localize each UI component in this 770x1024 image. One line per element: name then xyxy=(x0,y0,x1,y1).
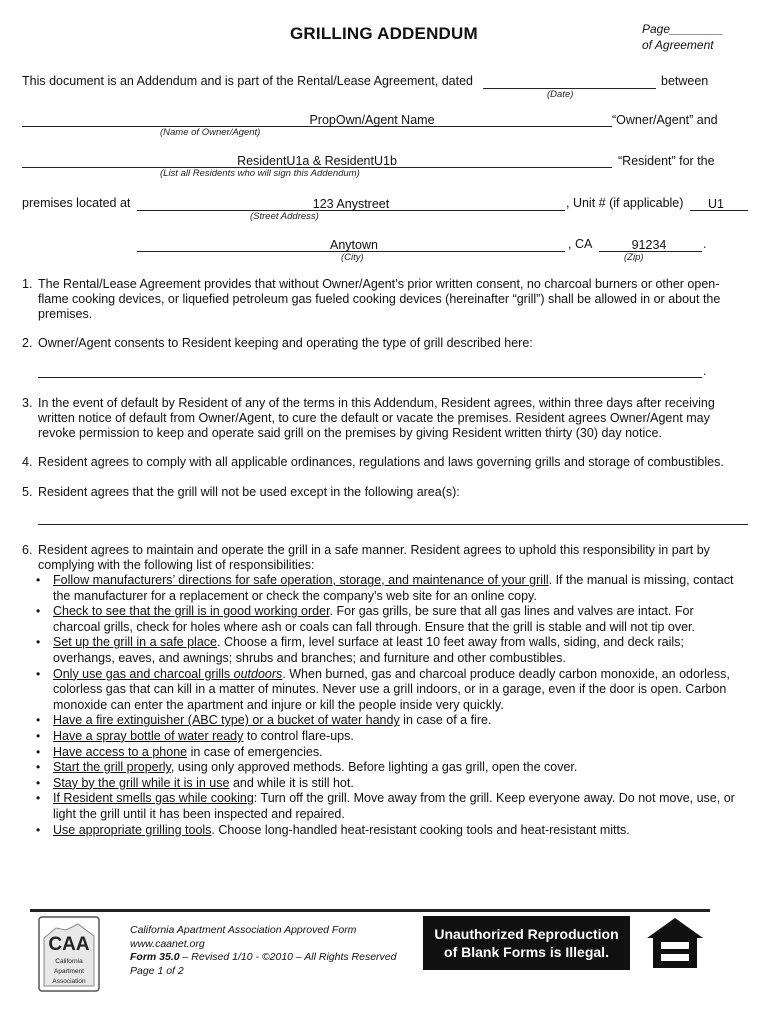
list-item xyxy=(36,760,748,776)
bullet-icon: • xyxy=(36,728,41,743)
bullet-heading: Follow manufacturers’ directions for safe operation, storage, and maintenance of your grill xyxy=(53,573,549,587)
clause-4 xyxy=(22,455,742,470)
warning-line: of Blank Forms is Illegal. xyxy=(444,944,609,960)
bullet-text: . Choose a firm, level surface at least 10 feet away from walls, siding, and deck rails; xyxy=(217,635,684,650)
list-item xyxy=(36,791,748,822)
bullet-text: , using only approved methods. Before lighting a gas grill, open the cover. xyxy=(170,760,578,775)
date-label: (Date) xyxy=(547,89,574,100)
resident-value: ResidentU1a & ResidentU1b xyxy=(237,154,397,168)
clause-line: revoke permission to keep and operate said grill on the premises by giving Resident written thirty (30) day notice. xyxy=(38,426,662,440)
zip-label: (Zip) xyxy=(624,252,644,263)
owner-label: (Name of Owner/Agent) xyxy=(160,127,261,138)
resident-label: (List all Residents who will sign this Addendum) xyxy=(160,168,360,179)
resident-suffix: “Resident” for the xyxy=(618,154,715,168)
unit-text: , Unit # (if applicable) xyxy=(566,196,684,210)
bullet-text: in case of emergencies. xyxy=(187,744,323,759)
equal-housing-icon xyxy=(645,916,705,970)
bullet-icon: • xyxy=(36,604,41,619)
premises-prefix: premises located at xyxy=(22,196,131,210)
clause-3 xyxy=(22,396,742,441)
warning-line: Unauthorized Reproduction xyxy=(434,926,619,942)
responsibility-list xyxy=(36,573,748,838)
bullet-text: . If the manual is missing, contact xyxy=(548,573,734,587)
bullet-heading-emphasis: outdoors xyxy=(233,666,283,681)
page-number-field: Page________ xyxy=(642,22,724,36)
clause-line: Resident agrees to maintain and operate the grill in a safe manner. Resident agrees to uphold this responsibility in part by xyxy=(38,543,710,557)
bullet-heading: Stay by the grill while it is in use xyxy=(53,775,230,790)
grill-type-period: . xyxy=(703,364,707,378)
bullet-icon: • xyxy=(36,791,41,806)
clause-number: 6. xyxy=(22,543,33,557)
list-item xyxy=(36,604,748,635)
list-item xyxy=(36,635,748,666)
bullet-heading: Have access to a phone xyxy=(53,744,188,759)
footer-page: Page 1 of 2 xyxy=(130,964,184,977)
grill-type-field[interactable] xyxy=(38,377,702,378)
clause-line: Resident agrees to comply with all applicable ordinances, regulations and laws governing grills and storage of combustibles. xyxy=(38,455,724,469)
clause-number: 2. xyxy=(22,336,33,350)
bullet-heading: Set up the grill in a safe place xyxy=(53,635,217,650)
unit-value: U1 xyxy=(708,197,724,211)
clause-2 xyxy=(22,336,742,351)
footer-form-info xyxy=(130,951,397,965)
logo-line: California xyxy=(55,958,83,965)
list-item xyxy=(36,713,748,729)
bullet-icon: • xyxy=(36,666,41,681)
bullet-icon: • xyxy=(36,822,41,837)
street-value: 123 Anystreet xyxy=(312,197,390,211)
bullet-text: overhangs, eaves, and awnings; shrubs and branches; and furniture and other combustibles. xyxy=(53,650,566,665)
owner-value: PropOwn/Agent Name xyxy=(309,113,435,127)
bullet-text: to control flare-ups. xyxy=(243,728,354,743)
bullet-text: : Turn off the grill. Move away from the grill. Keep everyone away. Do not move, use, or xyxy=(253,791,735,806)
form-number: Form 35.0 xyxy=(130,951,180,963)
bullet-icon: • xyxy=(36,713,41,728)
clause-line: flame cooking devices, or liquefied petroleum gas fueled cooking devices (hereinafter “grill”) shall be allowed in or about the xyxy=(38,292,721,306)
bullet-text: in case of a fire. xyxy=(399,713,492,728)
list-item xyxy=(36,729,748,745)
grill-area-field[interactable] xyxy=(38,524,748,525)
caa-logo-icon xyxy=(38,916,100,992)
state-text: , CA xyxy=(568,237,593,251)
bullet-heading: Have a spray bottle of water ready xyxy=(53,728,244,743)
footer-divider xyxy=(30,909,710,912)
clause-number: 1. xyxy=(22,277,33,291)
list-item xyxy=(36,776,748,792)
bullet-heading: Only use gas and charcoal grills xyxy=(53,666,234,681)
zip-value: 91234 xyxy=(631,238,667,252)
form-revision: – Revised 1/10 - ©2010 – All Rights Reserved xyxy=(179,951,397,963)
bullet-text: the manufacturer for a replacement or check the company’s web site for an online copy. xyxy=(53,588,537,603)
intro-text: This document is an Addendum and is part of the Rental/Lease Agreement, dated xyxy=(22,74,473,88)
logo-line: Association xyxy=(52,978,86,985)
bullet-heading: Use appropriate grilling tools xyxy=(53,822,212,837)
logo-letters: CAA xyxy=(48,934,90,955)
footer-approval: California Apartment Association Approved Form xyxy=(130,924,357,936)
bullet-text: and while it is still hot. xyxy=(229,775,354,790)
city-label: (City) xyxy=(341,252,364,263)
bullet-heading: Start the grill properly xyxy=(53,760,171,775)
clause-number: 5. xyxy=(22,485,33,499)
bullet-text: monoxide can enter the apartment and injure or kill the people inside very quickly. xyxy=(53,697,504,712)
footer-info xyxy=(130,924,397,978)
owner-suffix: “Owner/Agent” and xyxy=(612,113,718,127)
clause-6 xyxy=(22,543,742,573)
bullet-text: . Choose long-handled heat-resistant cooking tools and heat-resistant mitts. xyxy=(211,822,630,837)
clause-line: The Rental/Lease Agreement provides that without Owner/Agent’s prior written consent, no charcoal burners or other open- xyxy=(38,277,720,291)
bullet-icon: • xyxy=(36,744,41,759)
bullet-text: . When burned, gas and charcoal produce deadly carbon monoxide, an odorless, xyxy=(282,666,730,681)
bullet-heading: Have a fire extinguisher (ABC type) or a bucket of water handy xyxy=(53,713,400,728)
clause-line: written notice of default from Owner/Agent, to cure the default or vacate the premises. Resident agrees Owner/Agent may xyxy=(38,411,710,425)
clause-5 xyxy=(22,485,742,500)
street-label: (Street Address) xyxy=(250,211,319,222)
bullet-text: colorless gas that can kill in a matter of minutes. Never use a grill indoors, or in a garage, even if the door is open. Carbon xyxy=(53,682,727,697)
logo-line: Apartment xyxy=(54,968,84,975)
bullet-text: light the grill until it has been inspected and repaired. xyxy=(53,806,345,821)
bullet-text: . For gas grills, be sure that all gas lines and valves are intact. For xyxy=(329,604,694,619)
list-item xyxy=(36,573,748,604)
city-value: Anytown xyxy=(330,238,378,252)
clause-line: In the event of default by Resident of any of the terms in this Addendum, Resident agrees, within three days after receiving xyxy=(38,396,715,410)
bullet-icon: • xyxy=(36,775,41,790)
clause-line: complying with the following list of responsibilities: xyxy=(38,558,315,572)
clause-line: Owner/Agent consents to Resident keeping and operating the type of grill described here: xyxy=(38,336,533,350)
clause-line: Resident agrees that the grill will not be used except in the following area(s): xyxy=(38,485,460,499)
reproduction-warning xyxy=(423,916,630,970)
caa-logo xyxy=(38,916,100,992)
of-agreement-label: of Agreement xyxy=(642,38,714,52)
zip-period: . xyxy=(703,237,707,251)
page-title: GRILLING ADDENDUM xyxy=(290,24,478,43)
bullet-icon: • xyxy=(36,760,41,775)
bullet-text: charcoal grills, check for holes where ash or coals can fall through. Ensure that the grill is stable and will not tip over. xyxy=(53,619,695,634)
footer-website[interactable]: www.caanet.org xyxy=(130,937,205,950)
between-text: between xyxy=(661,74,709,88)
clause-number: 3. xyxy=(22,396,33,410)
bullet-heading: Check to see that the grill is in good working order xyxy=(53,604,330,619)
clause-number: 4. xyxy=(22,455,33,469)
bullet-icon: • xyxy=(36,635,41,650)
list-item xyxy=(36,667,748,714)
clause-1 xyxy=(22,277,742,322)
clause-line: premises. xyxy=(38,307,93,321)
bullet-heading: If Resident smells gas while cooking xyxy=(53,791,254,806)
bullet-icon: • xyxy=(36,573,41,587)
list-item xyxy=(36,745,748,761)
list-item xyxy=(36,823,748,839)
